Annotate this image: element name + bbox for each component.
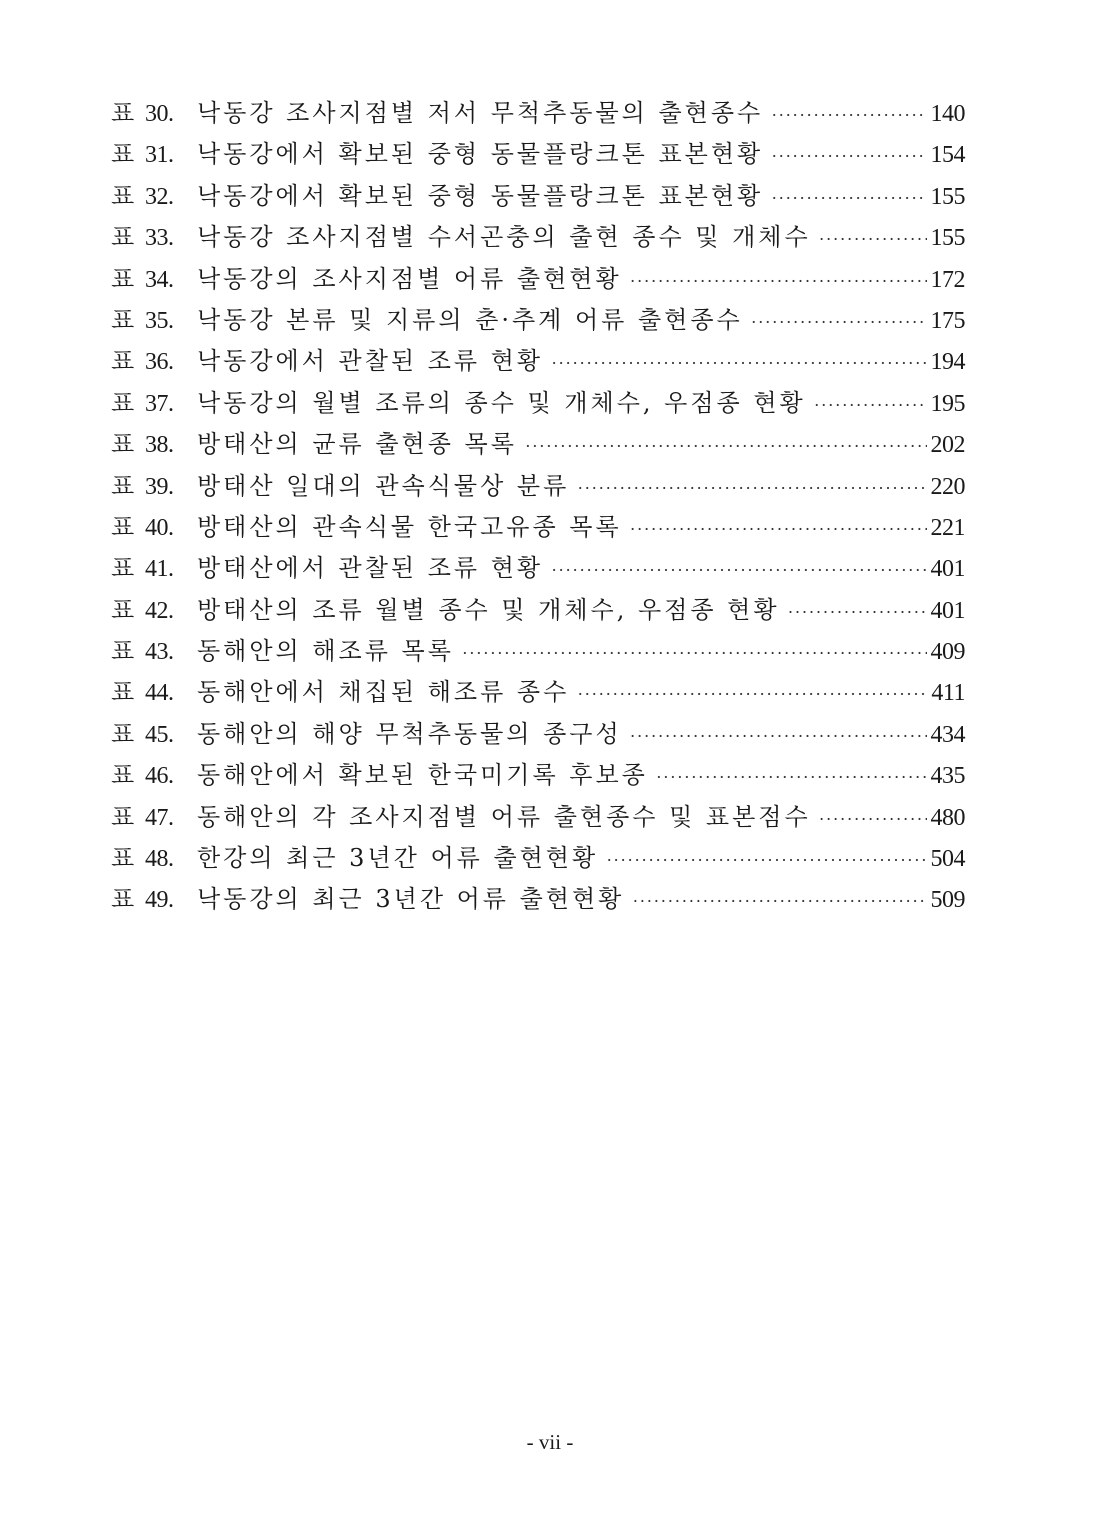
toc-entry-number: 40. <box>145 514 174 541</box>
toc-entry-number: 45. <box>145 721 174 748</box>
toc-entry-page-number: 434 <box>930 721 965 748</box>
toc-entry-number: 32. <box>145 183 174 210</box>
toc-entry-prefix: 표 <box>111 388 135 417</box>
toc-entry-prefix: 표 <box>111 140 135 169</box>
toc-entry-prefix: 표 <box>111 719 135 748</box>
toc-entry[interactable] <box>111 590 965 631</box>
toc-entry-title: 낙동강 본류 및 지류의 춘·추계 어류 출현종수 <box>197 305 743 334</box>
toc-entry-title: 낙동강에서 관찰된 조류 현황 <box>197 347 544 376</box>
toc-entry[interactable] <box>111 507 965 548</box>
toc-entry-title: 낙동강의 최근 3년간 어류 출현현황 <box>197 885 625 914</box>
toc-entry-prefix: 표 <box>111 471 135 500</box>
toc-entry-prefix: 표 <box>111 223 135 252</box>
toc-entry-title: 한강의 최근 3년간 어류 출현현황 <box>197 844 599 873</box>
toc-entry[interactable] <box>111 631 965 672</box>
toc-entry-page-number: 194 <box>930 349 965 376</box>
toc-entry-title: 동해안에서 확보된 한국미기록 후보종 <box>197 761 648 790</box>
toc-entry-prefix: 표 <box>111 844 135 873</box>
toc-entry-number: 35. <box>145 307 174 334</box>
toc-entry-number: 33. <box>145 225 174 252</box>
toc-dot-leader <box>771 136 926 177</box>
toc-entry-page-number: 172 <box>930 266 965 293</box>
toc-dot-leader <box>788 592 927 633</box>
toc-entry-number: 49. <box>145 887 174 914</box>
toc-entry[interactable] <box>111 341 965 382</box>
toc-entry-number: 38. <box>145 432 174 459</box>
toc-entry[interactable] <box>111 714 965 755</box>
toc-entry-prefix: 표 <box>111 264 135 293</box>
toc-entry-title: 낙동강 조사지점별 수서곤충의 출현 종수 및 개체수 <box>197 223 811 252</box>
toc-entry-page-number: 155 <box>930 225 965 252</box>
toc-entry-page-number: 409 <box>930 639 965 666</box>
toc-entry-number: 34. <box>145 266 174 293</box>
toc-entry-page-number: 509 <box>930 887 965 914</box>
toc-entry-prefix: 표 <box>111 761 135 790</box>
toc-entry-prefix: 표 <box>111 181 135 210</box>
toc-entry-title: 낙동강에서 확보된 중형 동물플랑크톤 표본현황 <box>197 181 764 210</box>
toc-entry-page-number: 155 <box>930 183 965 210</box>
toc-entry-title: 방태산에서 관찰된 조류 현황 <box>197 554 544 583</box>
toc-entry-number: 46. <box>145 763 174 790</box>
toc-entry-title: 방태산 일대의 관속식물상 분류 <box>197 471 570 500</box>
toc-entry[interactable] <box>111 259 965 300</box>
toc-entry[interactable] <box>111 383 965 424</box>
toc-entry-prefix: 표 <box>111 637 135 666</box>
toc-entry-page-number: 435 <box>930 763 965 790</box>
toc-entry[interactable] <box>111 300 965 341</box>
toc-entry-title: 방태산의 관속식물 한국고유종 목록 <box>197 512 622 541</box>
toc-entry-page-number: 140 <box>930 101 965 127</box>
toc-entry-page-number: 195 <box>930 390 965 417</box>
toc-entry-page-number: 220 <box>930 473 965 500</box>
toc-entry-page-number: 401 <box>930 556 965 583</box>
toc-entry[interactable] <box>111 93 965 134</box>
toc-dot-leader <box>819 219 927 260</box>
toc-entry-page-number: 411 <box>931 680 965 707</box>
page-number-footer: - vii - <box>526 1430 574 1454</box>
toc-entry-title: 동해안의 해조류 목록 <box>197 637 454 666</box>
toc-entry-number: 41. <box>145 556 174 583</box>
toc-entry-title: 동해안의 해양 무척추동물의 종구성 <box>197 719 622 748</box>
toc-entry-prefix: 표 <box>111 430 135 459</box>
toc-entry[interactable] <box>111 838 965 879</box>
toc-entry[interactable] <box>111 134 965 175</box>
toc-dot-leader <box>577 674 927 715</box>
toc-entry-page-number: 154 <box>930 142 965 169</box>
toc-dot-leader <box>525 426 927 467</box>
toc-entry-page-number: 202 <box>930 432 965 459</box>
toc-entry[interactable] <box>111 672 965 713</box>
toc-dot-leader <box>462 633 927 674</box>
toc-entry-page-number: 221 <box>930 514 965 541</box>
toc-dot-leader <box>771 178 926 219</box>
toc-dot-leader <box>577 468 926 509</box>
toc-entry-title: 방태산의 균류 출현종 목록 <box>197 430 517 459</box>
toc-entry-number: 30. <box>145 101 174 127</box>
toc-entry[interactable] <box>111 879 965 920</box>
toc-entry-prefix: 표 <box>111 512 135 541</box>
toc-entry-prefix: 표 <box>111 595 135 624</box>
toc-dot-leader <box>814 385 927 426</box>
toc-entry-title: 동해안의 각 조사지점별 어류 출현종수 및 표본점수 <box>197 802 811 831</box>
toc-dot-leader <box>632 881 926 922</box>
toc-entry[interactable] <box>111 424 965 465</box>
toc-dot-leader <box>630 261 927 302</box>
toc-entry-number: 43. <box>145 639 174 666</box>
toc-dot-leader <box>551 343 926 384</box>
toc-entry[interactable] <box>111 797 965 838</box>
toc-entry-title: 낙동강의 월별 조류의 종수 및 개체수, 우점종 현황 <box>197 388 806 417</box>
toc-dot-leader <box>551 550 926 591</box>
toc-entry-prefix: 표 <box>111 305 135 334</box>
toc-dot-leader <box>630 509 927 550</box>
toc-entry-title: 동해안에서 채집된 해조류 종수 <box>197 678 570 707</box>
toc-entry-page-number: 175 <box>930 307 965 334</box>
toc-entry-title: 낙동강의 조사지점별 어류 출현현황 <box>197 264 622 293</box>
toc-entry-title: 낙동강 조사지점별 저서 무척추동물의 출현종수 <box>197 99 764 127</box>
toc-dot-leader <box>630 716 927 757</box>
toc-dot-leader <box>771 95 926 136</box>
toc-dot-leader <box>751 302 927 343</box>
toc-entry-prefix: 표 <box>111 554 135 583</box>
toc-dot-leader <box>819 799 927 840</box>
toc-entry-title: 낙동강에서 확보된 중형 동물플랑크톤 표본현황 <box>197 140 764 169</box>
toc-entry-prefix: 표 <box>111 99 135 127</box>
toc-entry-prefix: 표 <box>111 885 135 914</box>
toc-entry-number: 39. <box>145 473 174 500</box>
toc-dot-leader <box>606 840 926 881</box>
toc-entry-prefix: 표 <box>111 802 135 831</box>
toc-entry[interactable] <box>111 217 965 258</box>
toc-entry-title: 방태산의 조류 월별 종수 및 개체수, 우점종 현황 <box>197 595 780 624</box>
table-of-contents-list <box>111 93 965 921</box>
toc-entry-page-number: 504 <box>930 846 965 873</box>
toc-entry-number: 42. <box>145 597 174 624</box>
toc-entry-number: 48. <box>145 846 174 873</box>
toc-entry-number: 37. <box>145 390 174 417</box>
toc-entry-number: 44. <box>145 680 174 707</box>
toc-entry-number: 31. <box>145 142 174 169</box>
toc-entry-number: 47. <box>145 804 174 831</box>
toc-entry-number: 36. <box>145 349 174 376</box>
toc-entry-prefix: 표 <box>111 678 135 707</box>
toc-entry[interactable] <box>111 176 965 217</box>
toc-entry-page-number: 401 <box>930 597 965 624</box>
toc-entry-prefix: 표 <box>111 347 135 376</box>
toc-entry-page-number: 480 <box>930 804 965 831</box>
toc-dot-leader <box>656 757 927 798</box>
toc-entry[interactable] <box>111 466 965 507</box>
toc-entry[interactable] <box>111 755 965 796</box>
toc-entry[interactable] <box>111 548 965 589</box>
